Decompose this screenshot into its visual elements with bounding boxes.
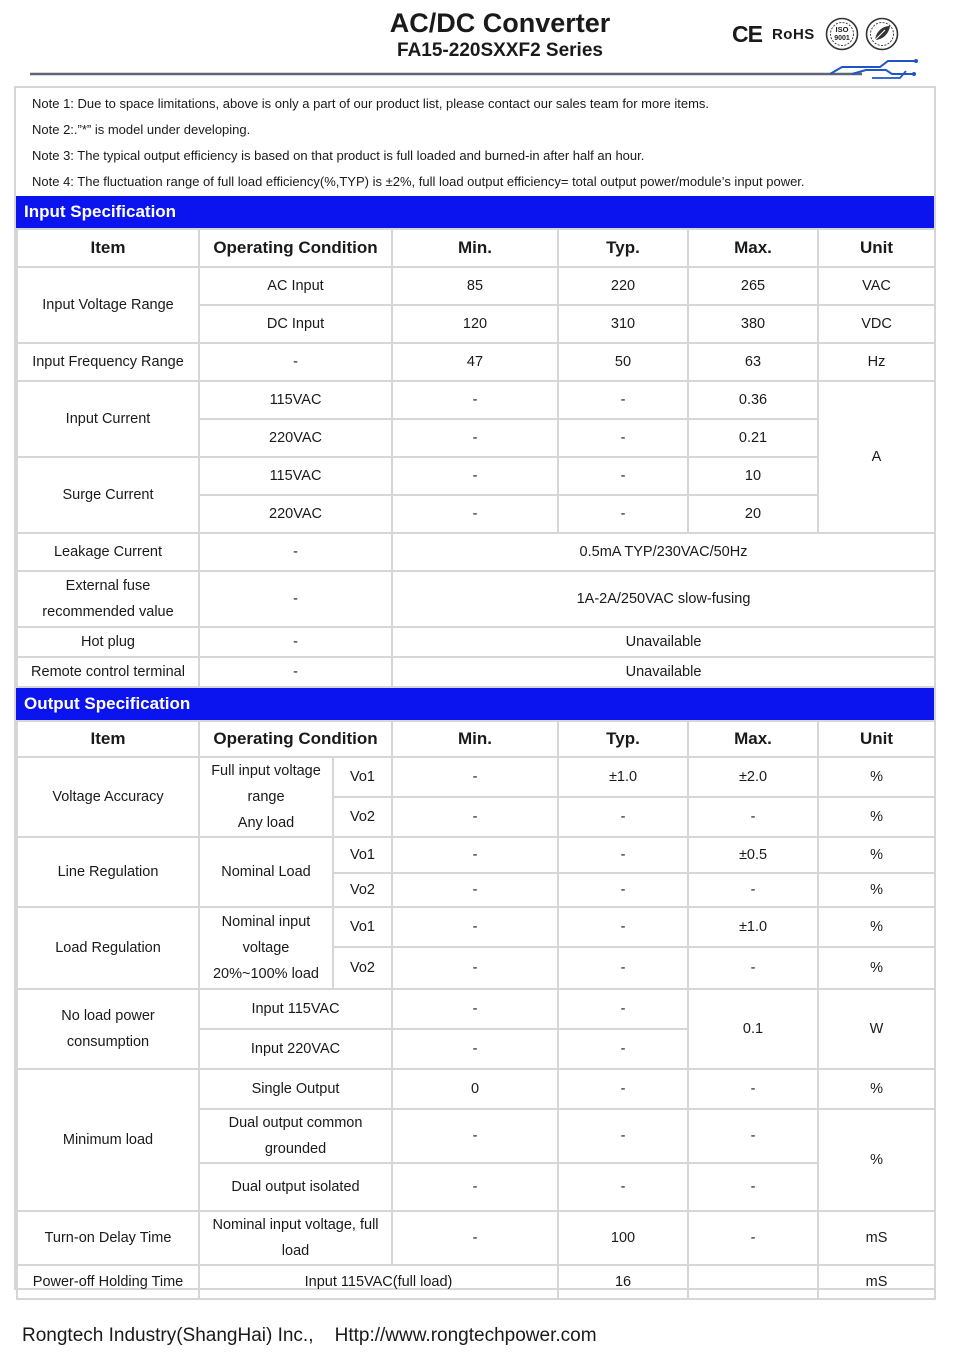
typ-cell: 220 [558, 267, 688, 305]
condition-cell: - [199, 533, 392, 571]
input-spec-heading: Input Specification [16, 196, 934, 228]
unit-cell: % [818, 757, 935, 797]
typ-cell: - [558, 873, 688, 907]
condition-line: load [281, 1243, 310, 1259]
typ-cell: - [558, 419, 688, 457]
row-label: Minimum load [17, 1069, 199, 1211]
condition-line: range [247, 789, 285, 805]
table-row [17, 1211, 935, 1265]
green-leaf-icon [865, 17, 899, 51]
unit-cell: VAC [818, 267, 935, 305]
svg-text:ISO: ISO [835, 25, 849, 34]
unit-cell: Hz [818, 343, 935, 381]
min-cell: - [392, 381, 558, 419]
table-row [17, 533, 935, 571]
typ-cell: - [558, 1109, 688, 1163]
table-row [17, 571, 935, 627]
output-cell: Vo1 [333, 907, 392, 947]
page-title: AC/DC Converter [389, 8, 611, 38]
note-4: Note 4: The fluctuation range of full load efficiency(%,TYP) is ±2%, full load output efficiency= total output power/module’s input power. [32, 174, 805, 189]
condition-cell: 220VAC [199, 495, 392, 533]
max-cell: ±0.5 [688, 837, 818, 873]
output-cell: Vo1 [333, 837, 392, 873]
unit-cell: % [818, 837, 935, 873]
row-label: Hot plug [17, 627, 199, 657]
value-cell: Unavailable [392, 657, 935, 687]
unit-cell: % [818, 1109, 935, 1211]
row-label-line: consumption [66, 1034, 150, 1050]
output-cell: Vo2 [333, 797, 392, 837]
unit-cell: % [818, 907, 935, 947]
condition-line: voltage [242, 940, 290, 956]
max-cell: - [688, 947, 818, 989]
condition-cell: Input 115VAC [199, 989, 392, 1029]
note-2: Note 2:.”*” is model under developing. [32, 122, 251, 137]
min-cell: 120 [392, 305, 558, 343]
notes-section [16, 88, 934, 196]
row-label [17, 571, 199, 627]
min-cell: - [392, 495, 558, 533]
page-header [0, 0, 960, 82]
col-header-min: Min. [392, 721, 558, 757]
value-cell: 1A-2A/250VAC slow-fusing [392, 571, 935, 627]
table-row [17, 907, 935, 947]
col-header-typ: Typ. [558, 721, 688, 757]
typ-cell: ±1.0 [558, 757, 688, 797]
max-cell: 0.21 [688, 419, 818, 457]
min-cell: 85 [392, 267, 558, 305]
typ-cell: 310 [558, 305, 688, 343]
company-name: Rongtech Industry(ShangHai) Inc., [22, 1325, 314, 1346]
max-cell: 10 [688, 457, 818, 495]
col-header-item: Item [17, 229, 199, 267]
input-spec-table [16, 228, 936, 688]
table-row [17, 343, 935, 381]
output-spec-table [16, 720, 936, 1300]
min-cell: - [392, 1029, 558, 1069]
table-row [17, 627, 935, 657]
condition-line: grounded [264, 1141, 327, 1157]
typ-cell: - [558, 457, 688, 495]
table-header-row [17, 721, 935, 757]
min-cell: - [392, 1163, 558, 1211]
min-cell: - [392, 1211, 558, 1265]
max-cell: 0.36 [688, 381, 818, 419]
min-cell: 0 [392, 1069, 558, 1109]
unit-cell: A [818, 381, 935, 533]
condition-cell: DC Input [199, 305, 392, 343]
table-row [17, 757, 935, 797]
condition-cell: - [199, 343, 392, 381]
condition-cell: AC Input [199, 267, 392, 305]
series-title: FA15-220SXXF2 Series [397, 40, 603, 61]
output-cell: Vo2 [333, 873, 392, 907]
row-label: Input Frequency Range [17, 343, 199, 381]
condition-line: Dual output common [228, 1115, 363, 1131]
condition-cell: 220VAC [199, 419, 392, 457]
unit-cell: % [818, 947, 935, 989]
min-cell: - [392, 457, 558, 495]
table-row [17, 457, 935, 495]
condition-cell: Input 220VAC [199, 1029, 392, 1069]
table-row [17, 381, 935, 419]
output-cell: Vo1 [333, 757, 392, 797]
condition-cell [199, 757, 333, 837]
typ-cell: - [558, 907, 688, 947]
unit-cell: mS [818, 1265, 935, 1299]
max-cell: - [688, 1109, 818, 1163]
condition-cell: Nominal Load [199, 837, 333, 907]
typ-cell: 50 [558, 343, 688, 381]
table-row [17, 1069, 935, 1109]
row-label: Power-off Holding Time [17, 1265, 199, 1299]
col-header-condition: Operating Condition [199, 229, 392, 267]
max-cell: - [688, 797, 818, 837]
row-label-line: No load power [61, 1008, 155, 1024]
condition-cell [199, 1211, 392, 1265]
note-1: Note 1: Due to space limitations, above is only a part of our product list, please contact our sales team for more items. [32, 96, 710, 111]
col-header-max: Max. [688, 721, 818, 757]
row-label-line: recommended value [42, 604, 174, 620]
row-label: Surge Current [17, 457, 199, 533]
max-cell: - [688, 1211, 818, 1265]
max-cell: 0.1 [688, 989, 818, 1069]
max-cell: ±1.0 [688, 907, 818, 947]
typ-cell: - [558, 947, 688, 989]
unit-cell: mS [818, 1211, 935, 1265]
max-cell: 20 [688, 495, 818, 533]
row-label [17, 989, 199, 1069]
col-header-unit: Unit [818, 721, 935, 757]
rohs-mark: RoHS [771, 25, 815, 43]
typ-cell: - [558, 381, 688, 419]
typ-cell: - [558, 989, 688, 1029]
max-cell [688, 1265, 818, 1299]
row-label: Line Regulation [17, 837, 199, 907]
table-row [17, 1265, 935, 1299]
max-cell: 380 [688, 305, 818, 343]
condition-line: Full input voltage [211, 763, 321, 779]
condition-cell: Input 115VAC(full load) [199, 1265, 558, 1299]
output-spec-heading: Output Specification [16, 688, 934, 720]
row-label: Voltage Accuracy [17, 757, 199, 837]
typ-cell: - [558, 1069, 688, 1109]
page-footer [22, 1324, 597, 1348]
header-circuit-line [30, 58, 920, 80]
certification-marks [732, 14, 899, 54]
col-header-min: Min. [392, 229, 558, 267]
typ-cell: - [558, 495, 688, 533]
min-cell: - [392, 757, 558, 797]
unit-cell: % [818, 797, 935, 837]
condition-line: Nominal input voltage, full [212, 1217, 379, 1233]
row-label: Load Regulation [17, 907, 199, 989]
row-label: Leakage Current [17, 533, 199, 571]
typ-cell: - [558, 797, 688, 837]
condition-cell: Dual output isolated [199, 1163, 392, 1211]
typ-cell: 16 [558, 1265, 688, 1299]
unit-cell: VDC [818, 305, 935, 343]
condition-cell: 115VAC [199, 381, 392, 419]
unit-cell: W [818, 989, 935, 1069]
svg-text:9001: 9001 [834, 35, 850, 42]
table-row [17, 989, 935, 1029]
condition-cell: - [199, 571, 392, 627]
table-header-row [17, 229, 935, 267]
condition-cell [199, 907, 333, 989]
max-cell: - [688, 1163, 818, 1211]
min-cell: - [392, 947, 558, 989]
min-cell: - [392, 837, 558, 873]
row-label-line: External fuse [65, 578, 151, 594]
row-label: Input Voltage Range [17, 267, 199, 343]
website-link[interactable]: Http://www.rongtechpower.com [334, 1325, 597, 1346]
value-cell: Unavailable [392, 627, 935, 657]
min-cell: 47 [392, 343, 558, 381]
min-cell: - [392, 907, 558, 947]
min-cell: - [392, 989, 558, 1029]
condition-line: Any load [237, 815, 295, 831]
table-row [17, 837, 935, 873]
min-cell: - [392, 419, 558, 457]
condition-cell: Single Output [199, 1069, 392, 1109]
condition-line: Nominal input [221, 914, 311, 930]
row-label: Remote control terminal [17, 657, 199, 687]
max-cell: ±2.0 [688, 757, 818, 797]
condition-cell: 115VAC [199, 457, 392, 495]
output-cell: Vo2 [333, 947, 392, 989]
ce-mark: CE [732, 20, 762, 47]
typ-cell: - [558, 1029, 688, 1069]
row-label: Turn-on Delay Time [17, 1211, 199, 1265]
min-cell: - [392, 797, 558, 837]
value-cell: 0.5mA TYP/230VAC/50Hz [392, 533, 935, 571]
col-header-item: Item [17, 721, 199, 757]
min-cell: - [392, 873, 558, 907]
col-header-unit: Unit [818, 229, 935, 267]
typ-cell: 100 [558, 1211, 688, 1265]
condition-line: 20%~100% load [212, 966, 320, 982]
condition-cell [199, 1109, 392, 1163]
col-header-max: Max. [688, 229, 818, 267]
iso-9001-seal [825, 17, 859, 51]
spec-sheet [14, 86, 936, 1290]
max-cell: - [688, 1069, 818, 1109]
max-cell: 265 [688, 267, 818, 305]
typ-cell: - [558, 1163, 688, 1211]
condition-cell: - [199, 627, 392, 657]
typ-cell: - [558, 837, 688, 873]
max-cell: 63 [688, 343, 818, 381]
row-label: Input Current [17, 381, 199, 457]
table-row [17, 657, 935, 687]
max-cell: - [688, 873, 818, 907]
condition-cell: - [199, 657, 392, 687]
col-header-typ: Typ. [558, 229, 688, 267]
col-header-condition: Operating Condition [199, 721, 392, 757]
unit-cell: % [818, 873, 935, 907]
min-cell: - [392, 1109, 558, 1163]
unit-cell: % [818, 1069, 935, 1109]
note-3: Note 3: The typical output efficiency is based on that product is full loaded and burned-in after half an hour. [32, 148, 645, 163]
table-row [17, 267, 935, 305]
